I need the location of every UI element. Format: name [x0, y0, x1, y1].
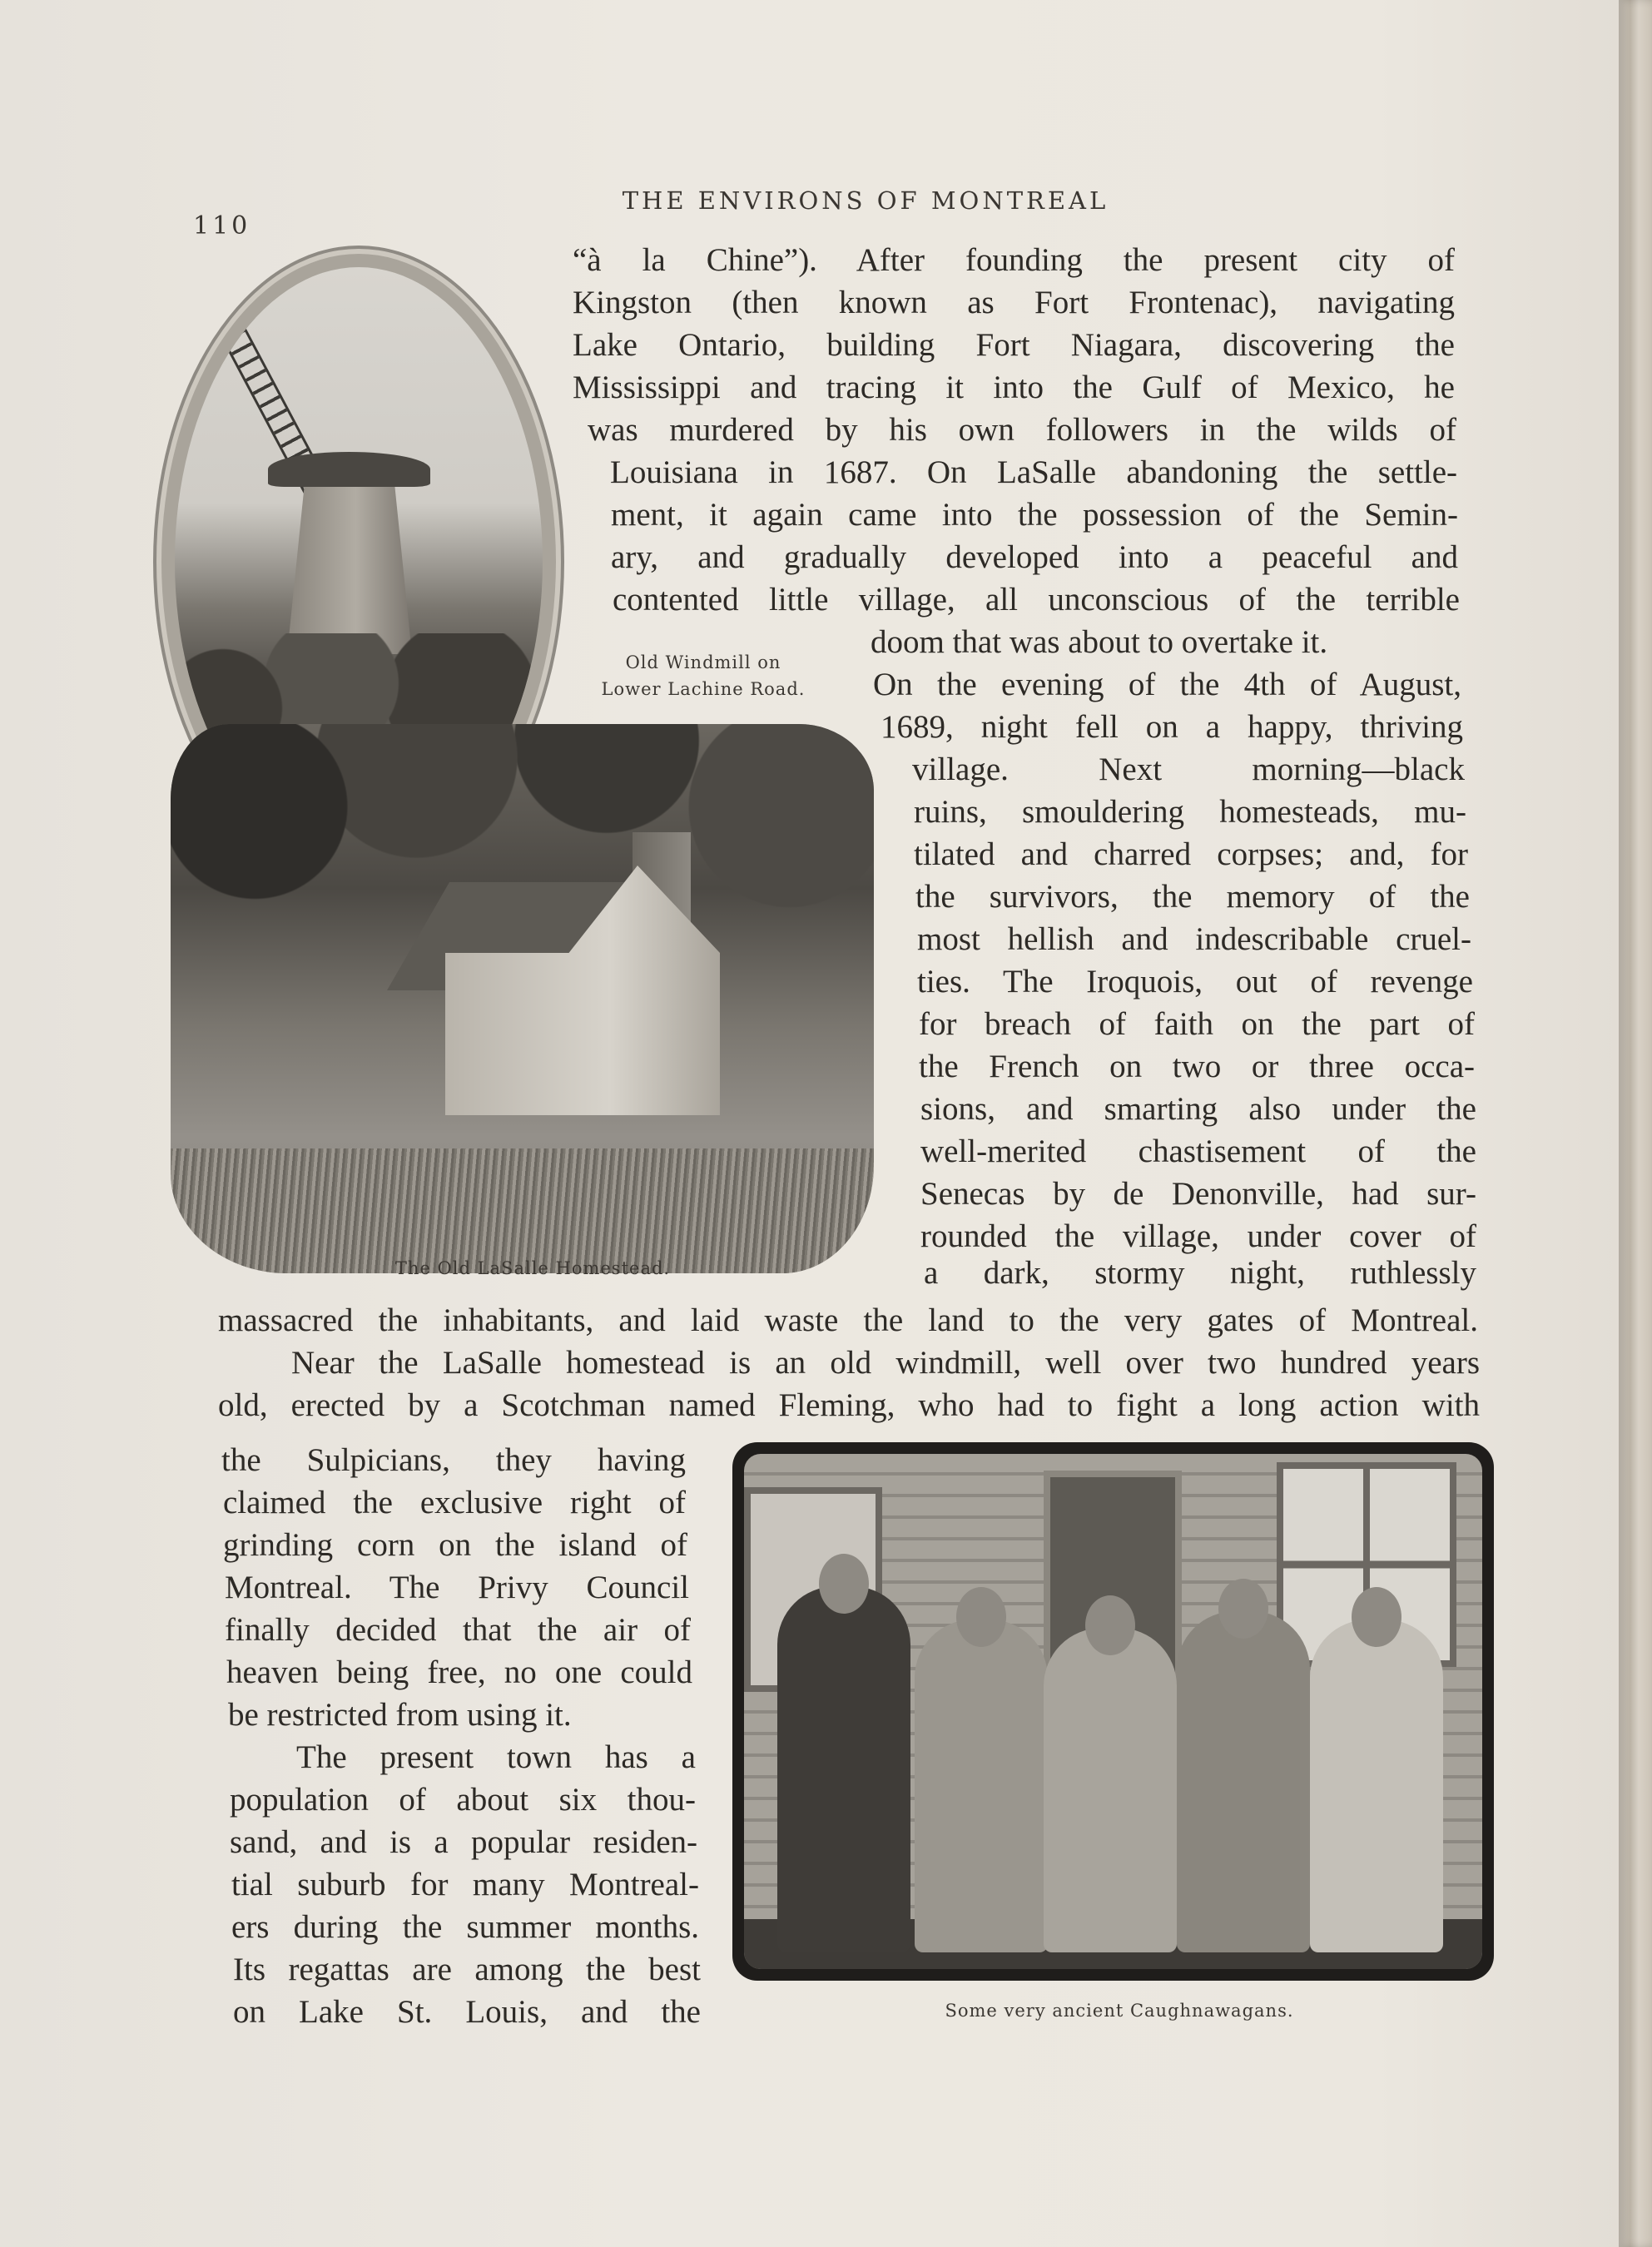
body-line: Near the LaSalle homestead is an old windmill, well over two hundred years — [291, 1345, 1480, 1381]
person-head — [1085, 1595, 1135, 1655]
running-head: THE ENVIRONS OF MONTREAL — [622, 186, 1109, 215]
body-line: Its regattas are among the best — [233, 1952, 701, 1987]
people-photo — [744, 1454, 1482, 1969]
person-figure — [1044, 1628, 1177, 1952]
body-line: sand, and is a popular residen- — [230, 1824, 697, 1860]
body-line: was murdered by his own followers in the wilds of — [588, 412, 1456, 448]
book-edge — [1619, 0, 1652, 2247]
body-line: contented little village, all unconscious of the terrible — [613, 582, 1460, 618]
body-line: Lake Ontario, building Fort Niagara, discovering the — [573, 327, 1455, 363]
body-line: a dark, stormy night, ruthlessly — [924, 1255, 1476, 1291]
people-photo-frame — [732, 1442, 1494, 1981]
windmill-tower — [287, 471, 412, 654]
body-line: ment, it again came into the possession of the Semin- — [611, 497, 1458, 533]
body-line: Mississippi and tracing it into the Gulf of Mexico, he — [573, 370, 1455, 405]
body-line: “à la Chine”). After founding the present city of — [573, 242, 1455, 278]
page-number: 110 — [193, 211, 251, 241]
body-line: Louisiana in 1687. On LaSalle abandoning the settle- — [610, 454, 1457, 490]
person-figure — [777, 1586, 910, 1952]
body-line: massacred the inhabitants, and laid waste the land to the very gates of Montreal. — [218, 1302, 1478, 1338]
body-line: on Lake St. Louis, and the — [233, 1994, 701, 2030]
body-line: The present town has a — [296, 1739, 696, 1775]
body-line: well-merited chastisement of the — [920, 1133, 1476, 1169]
body-line: sions, and smarting also under the — [920, 1091, 1476, 1127]
body-line: Senecas by de Denonville, had sur- — [920, 1176, 1476, 1212]
body-line: rounded the village, under cover of — [920, 1218, 1476, 1254]
windmill-caption — [566, 652, 841, 699]
body-line: heaven being free, no one could — [226, 1654, 692, 1690]
homestead-caption: The Old LaSalle Homestead. — [394, 1258, 671, 1278]
person-head — [819, 1554, 869, 1614]
body-line: tilated and charred corpses; and, for — [914, 836, 1468, 872]
body-line: 1689, night fell on a happy, thriving — [881, 709, 1463, 745]
body-line: population of about six thou- — [230, 1782, 696, 1818]
body-line: tial suburb for many Montreal- — [231, 1867, 699, 1902]
body-line: be restricted from using it. — [228, 1697, 572, 1733]
body-line: ruins, smouldering homesteads, mu- — [914, 794, 1466, 830]
body-line: ties. The Iroquois, out of revenge — [917, 964, 1473, 999]
body-line: finally decided that the air of — [225, 1612, 691, 1648]
person-head — [1218, 1579, 1268, 1639]
person-figure — [1177, 1611, 1310, 1952]
body-line: the survivors, the memory of the — [915, 879, 1470, 915]
body-line: the French on two or three occa- — [919, 1049, 1475, 1084]
body-line: Kingston (then known as Fort Frontenac), navigating — [573, 285, 1455, 320]
body-line: old, erected by a Scotchman named Fleming, who had to fight a long action with — [218, 1387, 1480, 1423]
homestead-photo — [171, 724, 874, 1273]
body-line: most hellish and indescribable cruel- — [917, 921, 1471, 957]
body-line: claimed the exclusive right of — [223, 1485, 686, 1520]
homestead-grass — [171, 1148, 874, 1273]
body-line: village. Next morning—black — [912, 751, 1465, 787]
body-line: for breach of faith on the part of — [919, 1006, 1475, 1042]
person-head — [956, 1587, 1006, 1647]
people-caption: Some very ancient Caughnawagans. — [945, 2001, 1294, 2021]
body-line: the Sulpicians, they having — [221, 1442, 686, 1478]
person-figure — [1310, 1620, 1443, 1952]
body-line: grinding corn on the island of — [223, 1527, 687, 1563]
body-line: ary, and gradually developed into a peaceful and — [611, 539, 1458, 575]
body-line: On the evening of the 4th of August, — [873, 667, 1461, 702]
person-head — [1352, 1587, 1401, 1647]
windmill-caption-line1: Old Windmill on — [625, 652, 781, 672]
body-line: doom that was about to overtake it. — [871, 624, 1328, 660]
body-line: Montreal. The Privy Council — [225, 1570, 689, 1605]
body-line: ers during the summer months. — [231, 1909, 699, 1945]
windmill-cap — [268, 452, 430, 487]
windmill-caption-line2: Lower Lachine Road. — [601, 679, 806, 699]
person-figure — [915, 1620, 1048, 1952]
